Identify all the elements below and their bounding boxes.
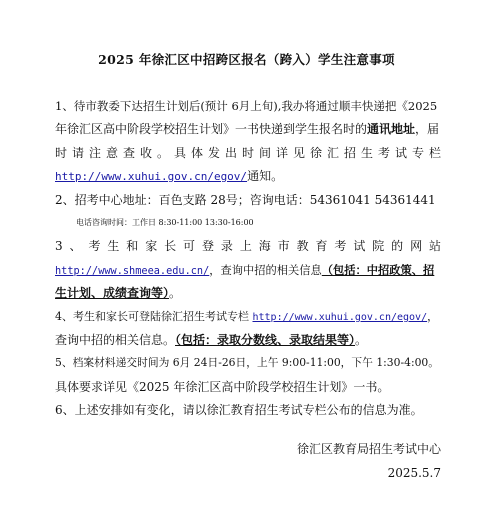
item3-line3 xyxy=(55,285,441,301)
item3-line1: 3、考生和家长可登录上海市教育考试院的网站 xyxy=(55,239,441,253)
item1-line2 xyxy=(55,121,441,137)
item5-line2: 具体要求详见《2025 年徐汇区高中阶段学校招生计划》一书。 xyxy=(55,380,390,394)
item1-address-emphasis: 通讯地址 xyxy=(367,122,416,136)
xuhui-egov-link-2[interactable]: http://www.xuhui.gov.cn/egov/ xyxy=(252,312,428,323)
item1-line4 xyxy=(55,168,441,185)
item3-line2-text: ，查询中招的相关信息 xyxy=(209,264,322,277)
item4-emphasis: （包括：录取分数线、录取结果等） xyxy=(175,333,356,347)
shmeea-link[interactable]: http://www.shmeea.edu.cn/ xyxy=(55,265,210,277)
item3-line3-end: 。 xyxy=(169,286,182,300)
item4-line1-text: 4、考生和家长可登陆徐汇招生考试专栏 xyxy=(55,310,253,323)
signature-org: 徐汇区教育局招生考试中心 xyxy=(296,442,441,456)
item3-emphasis-end: 生计划、成绩查询等） xyxy=(55,286,170,300)
item4-line1 xyxy=(55,309,441,326)
item2-line2: 电话咨询时间：工作日 8:30-11:00 13:30-16:00 xyxy=(76,218,254,227)
item2-line1: 2、招考中心地址：百色支路 28号；咨询电话：54361041 54361441 xyxy=(55,193,436,207)
item4-line1-end: ， xyxy=(427,310,439,323)
item4-line2 xyxy=(55,332,441,348)
item1-line2-text: 年徐汇区高中阶段学校招生计划》一书快递到学生报名时的 xyxy=(55,122,368,136)
item1-line3: 时请注意查收。具体发出时间详见徐汇招生考试专栏 xyxy=(55,146,441,160)
item3-line2 xyxy=(55,262,441,279)
item4-line2-text: 查询中招的相关信息。 xyxy=(55,333,176,347)
page-title: 2025 年徐汇区中招跨区报名（跨入）学生注意事项 xyxy=(98,52,395,67)
item5-line1: 5、档案材料递交时间为 6月 24日-26日，上午 9:00-11:00，下午 1:30-4:00。 xyxy=(55,356,440,369)
item3-emphasis-start: （包括：中招政策、招 xyxy=(321,263,435,277)
item6-line1: 6、上述安排如有变化，请以徐汇教育招生考试专栏公布的信息为准。 xyxy=(55,403,423,417)
item4-line2-end: 。 xyxy=(355,333,368,347)
item1-line4-end: 通知。 xyxy=(247,169,284,183)
item1-line2-end: ，届 xyxy=(415,122,440,136)
signature-date: 2025.5.7 xyxy=(387,466,441,480)
item1-line1: 1、待市教委下达招生计划后(预计 6月上旬),我办将通过顺丰快递把《2025 xyxy=(55,99,438,113)
xuhui-egov-link[interactable]: http://www.xuhui.gov.cn/egov/ xyxy=(55,170,248,183)
